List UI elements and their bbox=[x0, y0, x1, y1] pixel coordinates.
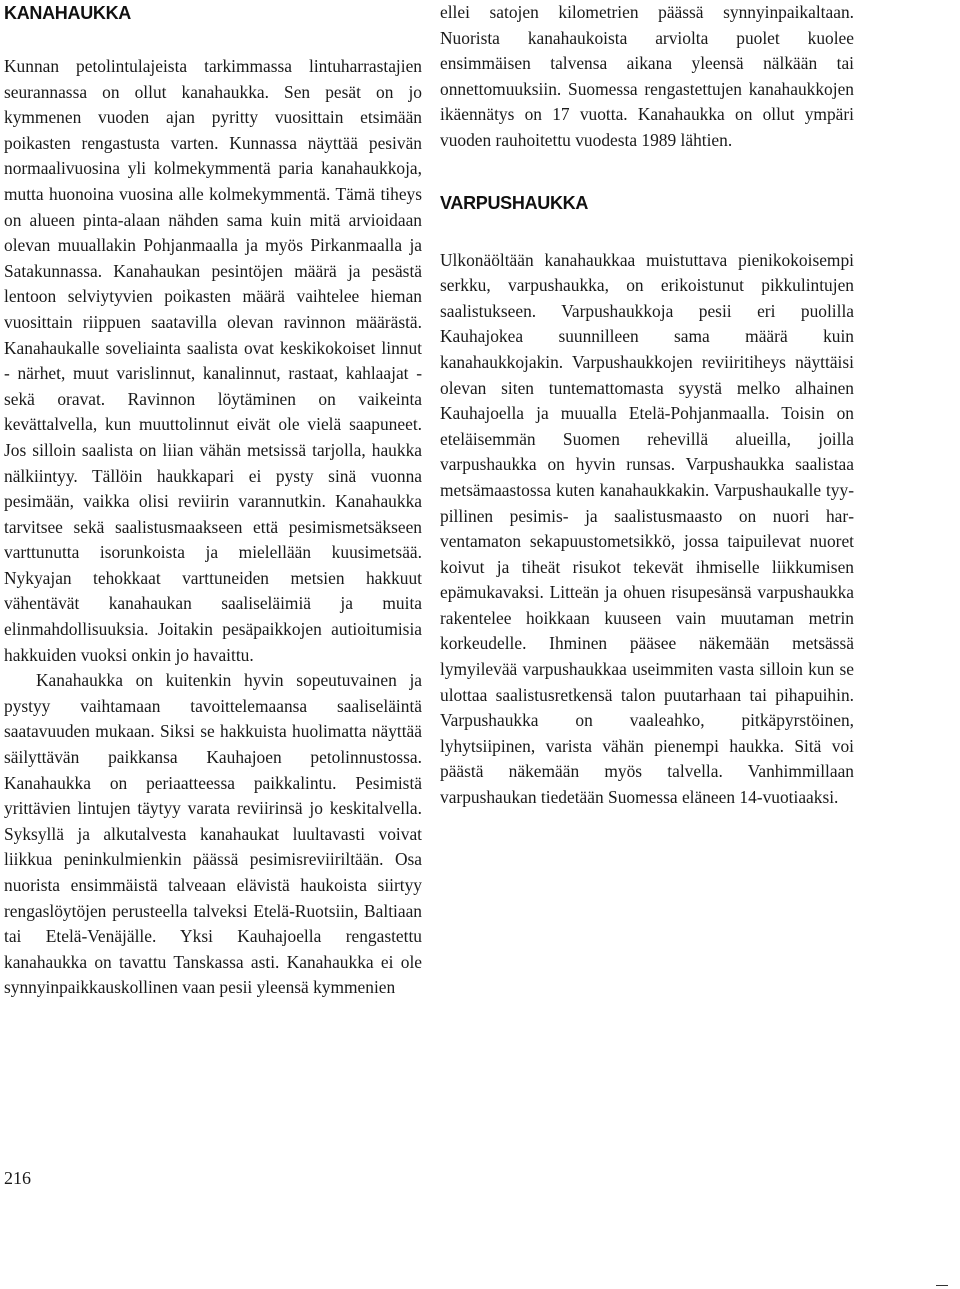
body-paragraph: Ulkonäöltään kanahaukkaa muistuttava pienikokoisempi serkku, varpushaukka, on erikoistunut pikkulintujen saalistukseen. Varpushaukkoja pesii eri puolilla Kauhajokea suunnilleen sama määrä kuin kanahaukkojakin. Varpushaukkojen reviiritiheys näyttäisi olevan siten tuntemattomasta syystä melko alhainen Kauhajoella ja muualla Etelä-Pohjanmaalla. Toisin on eteläisemmän Suomen rehevillä alueilla, joilla varpushaukka on hyvin runsas. Varpushaukka saalistaa metsämaastossa kuten kanahaukkakin. Varpushaukalle tyypillinen pesimis- ja saalistusmaasto on nuori harventamaton sekapuustometsikkö, jossa taipuilevat nuoret koivut ja tiheät risukot tekevät ihmiselle liikkumisen epämukavaksi. Litteän ja ohuen risupesänsä varpushaukka rakentelee hoikkaan kuuseen vain muutaman metrin korkeudelle. Ihminen pääsee näkemään metsässä lymyilevää varpushaukkaa useimmiten vasta silloin kun se ulottaa saalistusretkensä talon puutarhaan tai pihapuihin. Varpushaukka on vaaleahko, pitkäpyrstöinen, lyhytsiipinen, varista vähän pienempi haukka. Sitä voi päästä näkemään myös talvella. Vanhimmillaan varpushaukan tiedetään Suomessa eläneen 14-vuotiaaksi. bbox=[440, 249, 854, 808]
left-column bbox=[4, 0, 422, 1001]
body-paragraph-continued: ellei satojen kilometrien päässä synnyinpaikaltaan. Nuorista kanahaukoista arviolta puolet kuolee ensimmäisen talvensa aikana yleensä nälkään tai onnettomuuksiin. Suomessa rengastettujen kanahaukkojen ikäennätys on 17 vuotta. Kanahaukka on ollut ympäri vuoden rauhoitettu vuodesta 1989 lähtien. bbox=[440, 2, 854, 150]
section-heading-varpushaukka: VARPUSHAUKKA bbox=[440, 192, 589, 213]
crop-mark bbox=[936, 1285, 948, 1286]
page-number: 216 bbox=[4, 1168, 31, 1188]
body-paragraph: Kanahaukka on kuitenkin hyvin sopeutuvainen ja pystyy vaihtamaan tavoittelemaansa saaliseläintä saatavuuden mukaan. Siksi se hakkuista huolimatta näyttää säilyttävän paikkansa Kauhajoen petolinnustossa. Kanahaukka on periaatteessa paikkalintu. Pesimistä yrittävien lintujen täytyy varata reviirinsä jo keskitalvella. Syksyllä ja alkutalvesta kanahaukat luultavasti voivat liikkua peninkulmienkin päässä pesimisreviiriltään. Osa nuorista ensimmäistä talveaan elävistä haukoista siirtyy rengaslöytöjen perusteella talveksi Etelä-Ruotsiin, Baltiaan tai Etelä-Venäjälle. Yksi Kauhajoella rengastettu kanahaukka on tavattu Tanskassa asti. Kanahaukka ei ole synnyinpaikkauskollinen vaan pesii yleensä kymmenien bbox=[4, 670, 422, 998]
body-paragraph: Kunnan petolintulajeista tarkimmassa lintuharrastajien seurannassa on ollut kanahaukka. Sen pesät on jo kymmenen vuoden ajan pyritty vuosittain etsimään poikasten rengastusta varten. Kunnassa näyttää pesivän normaalivuosina yli kolmekymmentä paria kanahaukkoja, mutta huonoina vuosina alle kolmekymmentä. Tämä tiheys on alueen pinta-alaan nähden sama kuin mitä arvioidaan olevan muuallakin Pohjanmaalla ja myös Pirkanmaalla ja Satakunnassa. Kanahaukan pesintöjen määrä ja pesästä lentoon selviytyvien poikasten määrä vaihtelee hieman vuosittain riippuen saatavilla olevan ravinnon määrästä. Kanahaukalle soveliainta saalista ovat keskikokoiset linnut - närhet, muut varislinnut, kanalinnut, rastaat, kahlaajat - sekä oravat. Ravinnon löytäminen on vaikeinta kevättalvella, kun muuttolinnut eivät ole vielä saapuneet. Jos silloin saalista on liian vähän metsissä tarjolla, haukka nälkiintyy. Tällöin haukkapari ei pysty sinä vuonna pesimään, vaikka olisi reviirin varannutkin. Kanahaukka tarvitsee sekä saalistusmaakseen että pesimismetsäkseen varttunutta isorunkoista ja mielellään kuusimetsää. Nykyajan tehokkaat varttuneiden metsien hakkuut vähentävät kanahaukan saaliseläimiä ja muita elinmahdollisuuksia. Joitakin pesäpaikkojen autioitumisia hakkuiden vuoksi onkin jo havaittu. bbox=[4, 56, 422, 665]
right-column bbox=[440, 0, 854, 811]
section-heading-kanahaukka: KANAHAUKKA bbox=[4, 3, 131, 23]
